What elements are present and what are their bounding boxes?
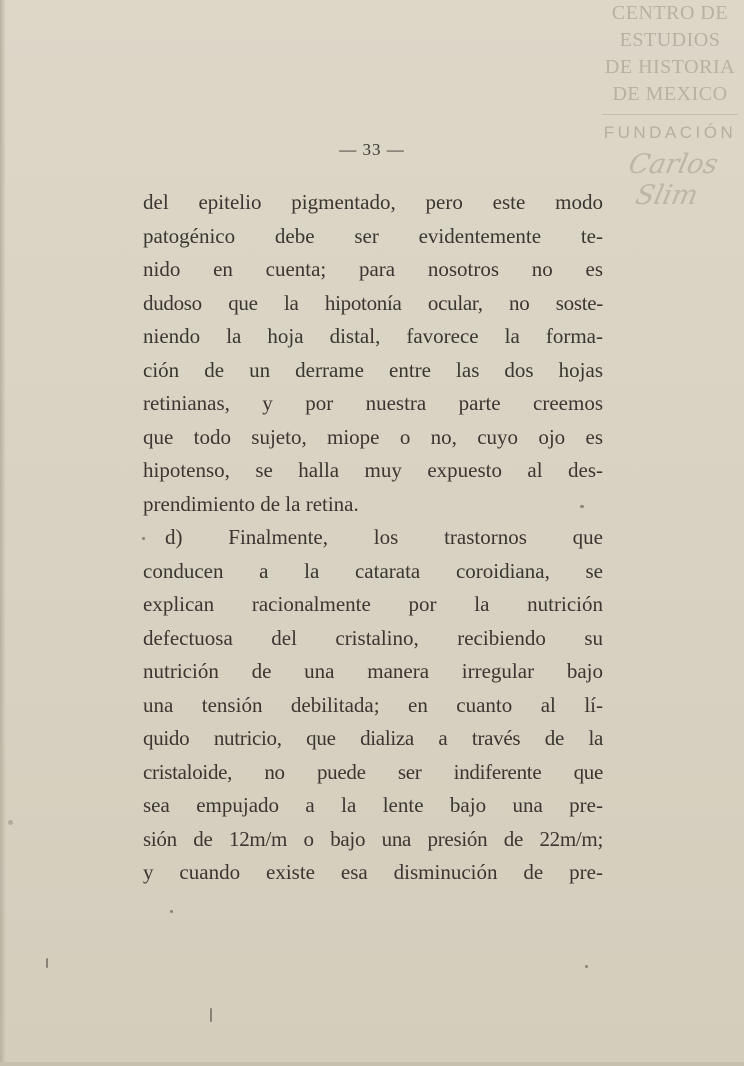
paper-speck xyxy=(8,820,13,825)
text-line: prendimiento de la retina. xyxy=(143,491,359,516)
text-line: nido en cuenta; para nosotros no es xyxy=(143,257,603,281)
text-line: quido nutricio, que dializa a través de la xyxy=(143,726,603,750)
text-line: nutrición de una manera irregular bajo xyxy=(143,659,603,683)
text-line: retinianas, y por nuestra parte creemos xyxy=(143,391,603,415)
text-line: y cuando existe esa disminución de pre- xyxy=(143,860,603,884)
text-line: ción de un derrame entre las dos hojas xyxy=(143,357,603,382)
text-line: sión de 12m/m o bajo una presión de 22m/m; xyxy=(143,826,603,851)
paper-speck xyxy=(210,1008,212,1022)
text-line: conducen a la catarata coroidiana, se xyxy=(143,558,603,583)
page-bottom-edge xyxy=(0,1062,744,1066)
paper-speck xyxy=(170,910,173,913)
page-number: — 33 — xyxy=(339,140,405,159)
text-line: sea empujado a la lente bajo una pre- xyxy=(143,793,603,817)
paper-speck xyxy=(46,958,48,968)
text-line: hipotenso, se halla muy expuesto al des- xyxy=(143,458,603,482)
text-line: cristaloide, no puede ser indiferente que xyxy=(143,759,603,784)
watermark-foundation: FUNDACIÓN xyxy=(603,123,737,142)
watermark-line-2: ESTUDIOS xyxy=(619,29,721,51)
text-line: del epitelio pigmentado, pero este modo xyxy=(143,190,603,214)
watermark-line-4: DE MEXICO xyxy=(612,83,728,105)
text-line: dudoso que la hipotonía ocular, no soste- xyxy=(143,290,603,315)
body-text xyxy=(143,186,603,890)
text-line: d) Finalmente, los trastornos que xyxy=(165,525,603,549)
paper-speck xyxy=(580,505,584,508)
text-line: patogénico debe ser evidentemente te- xyxy=(143,223,603,248)
text-line: niendo la hoja distal, favorece la forma- xyxy=(143,324,603,348)
archive-watermark xyxy=(596,0,744,211)
text-line: explican racionalmente por la nutrición xyxy=(143,592,603,616)
watermark-signature: Carlos Slim xyxy=(625,149,721,211)
watermark-line-1: CENTRO DE xyxy=(611,2,729,24)
text-line: que todo sujeto, miope o no, cuyo ojo es xyxy=(143,424,603,449)
text-line: una tensión debilitada; en cuanto al lí- xyxy=(143,692,603,717)
text-line: defectuosa del cristalino, recibiendo su xyxy=(143,625,603,650)
paper-speck xyxy=(585,965,588,968)
watermark-divider xyxy=(602,114,738,115)
watermark-line-3: DE HISTORIA xyxy=(604,56,736,78)
paper-speck xyxy=(142,537,145,540)
